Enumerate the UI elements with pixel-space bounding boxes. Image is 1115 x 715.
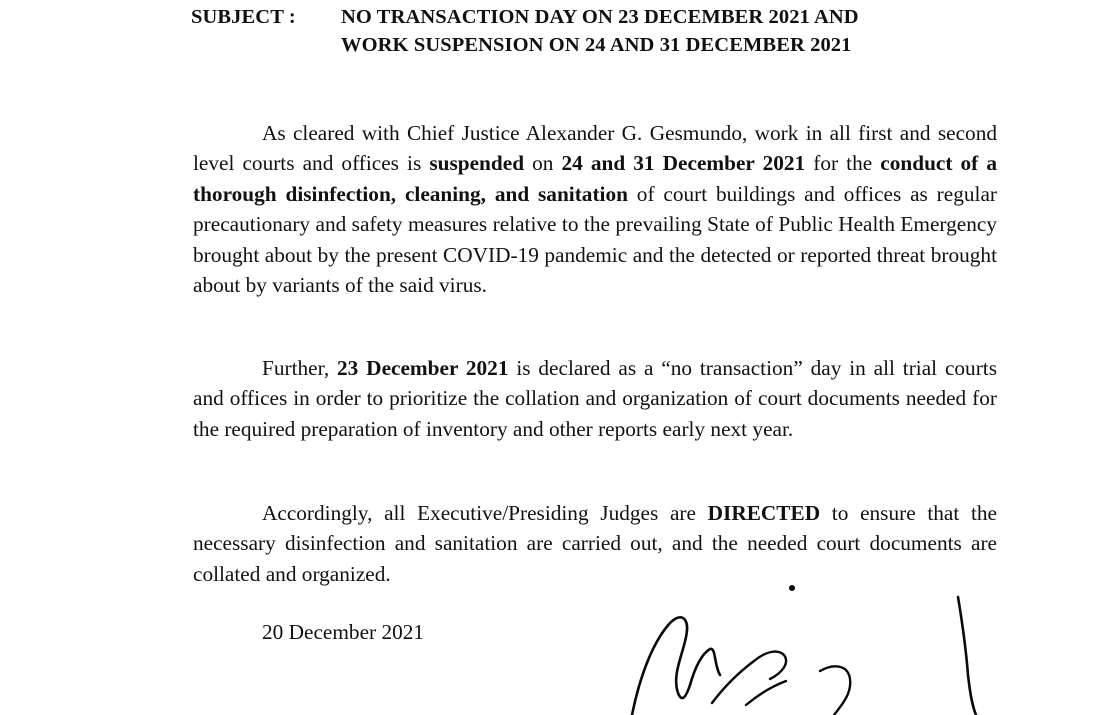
signature-stroke-3 (820, 666, 850, 715)
p1-bold-purpose: conduct of a thorough disinfection, cleaning, and sanitation (193, 151, 998, 206)
signature-icon (620, 575, 1020, 715)
p3-bold-directed: DIRECTED (707, 501, 821, 525)
paragraph-work-suspension (193, 118, 997, 300)
signature-stroke-1 (632, 617, 720, 715)
subject-label: SUBJECT : (191, 6, 296, 28)
p3-text-2: to ensure that the necessary disinfection and sanitation are carried out, and the needed court documents are collated and organized. (193, 501, 997, 586)
signature-stroke-4 (958, 597, 976, 715)
subject-line-1: NO TRANSACTION DAY ON 23 DECEMBER 2021 AND (341, 6, 859, 28)
subject-line-2: WORK SUSPENSION ON 24 AND 31 DECEMBER 2021 (341, 34, 852, 56)
p3-text-1: Accordingly, all Executive/Presiding Judges are (262, 501, 708, 525)
p2-text-2: is declared as a “no transaction” day in all trial courts and offices in order to prioritize the collation and organization of court documents needed for the required preparation of inventory and other reports early next year. (193, 356, 997, 441)
p1-bold-dates: 24 and 31 December 2021 (561, 151, 806, 176)
p1-text-1: As cleared with Chief Justice Alexander G. Gesmundo, work in all first and second level courts and offices is (193, 121, 997, 176)
p2-bold-date: 23 December 2021 (337, 356, 509, 380)
p1-bold-suspended: suspended (429, 151, 525, 176)
signature-stroke-2 (712, 652, 786, 705)
p1-text-3: for the (805, 151, 881, 176)
memo-date: 20 December 2021 (262, 620, 425, 644)
p1-text-2: on (524, 151, 562, 176)
signature-dot (789, 585, 795, 591)
p1-text-4: of court buildings and offices as regular precautionary and safety measures relative to the prevailing State of Public Health Emergency brought about by the present COVID-19 pandemic and the detected or reported threat brought about by variants of the said virus. (193, 181, 997, 298)
paragraph-no-transaction (193, 353, 997, 444)
p2-text-1: Further, (262, 356, 338, 380)
